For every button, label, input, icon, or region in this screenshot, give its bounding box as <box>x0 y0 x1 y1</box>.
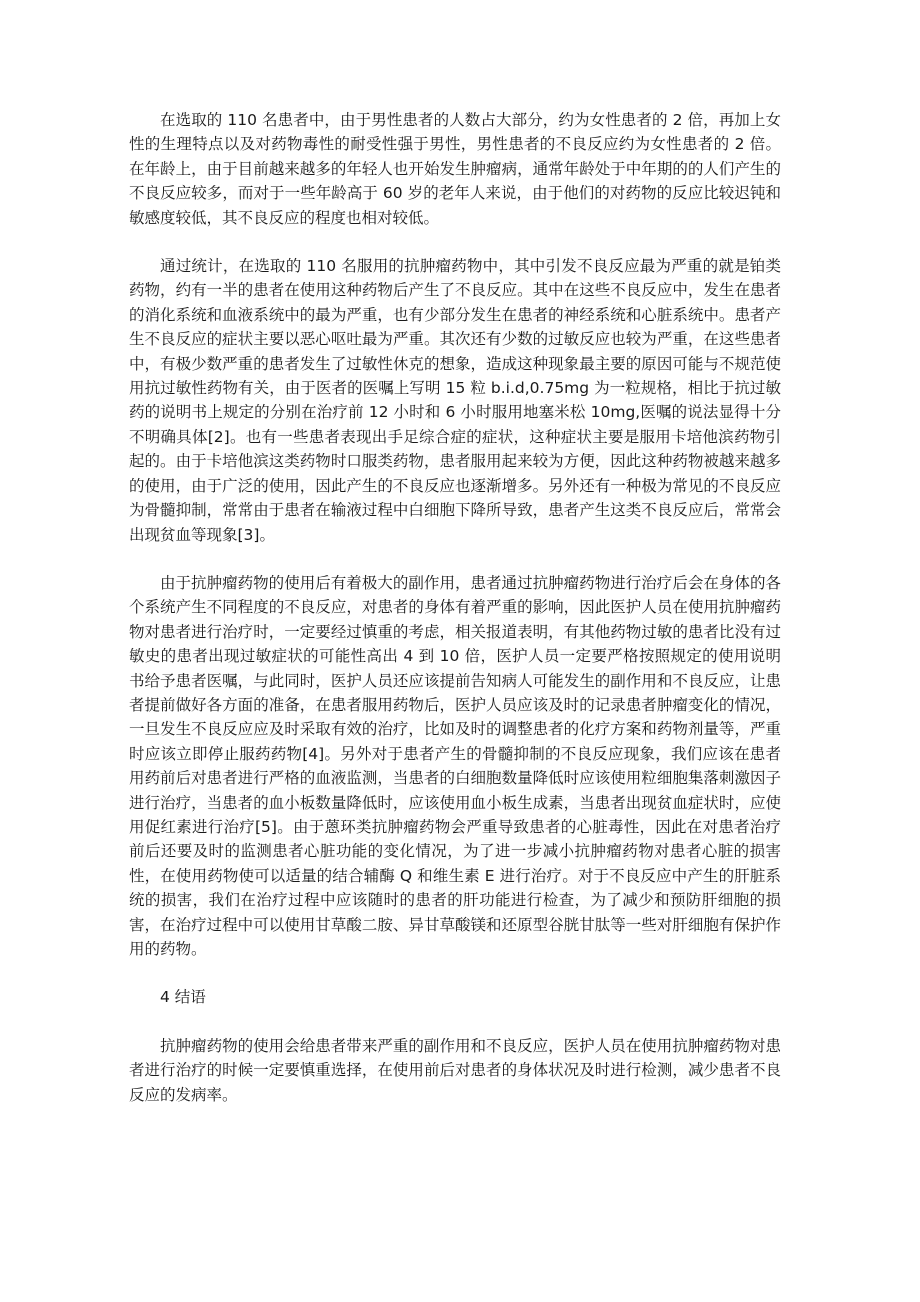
document-body <box>129 108 781 1107</box>
paragraph-countermeasures: 由于抗肿瘤药物的使用后有着极大的副作用，患者通过抗肿瘤药物进行治疗后会在身体的各个系统产生不同程度的不良反应，对患者的身体有着严重的影响，因此医护人员在使用抗肿瘤药物对患者进行治疗时，一定要经过慎重的考虑，相关报道表明，有其他药物过敏的患者比没有过敏史的患者出现过敏症状的可能性高出 4 到 10 倍，医护人员一定要严格按照规定的使用说明书给予患者医嘱，与此同时，医护人员还应该提前告知病人可能发生的副作用和不良反应，让患者提前做好各方面的准备，在患者服用药物后，医护人员应该及时的记录患者肿瘤变化的情况，一旦发生不良反应应及时采取有效的治疗，比如及时的调整患者的化疗方案和药物剂量等，严重时应该立即停止服药药物[4]。另外对于患者产生的骨髓抑制的不良反应现象，我们应该在患者用药前后对患者进行严格的血液监测，当患者的白细胞数量降低时应该使用粒细胞集落刺激因子进行治疗，当患者的血小板数量降低时，应该使用血小板生成素，当患者出现贫血症状时，应使用促红素进行治疗[5]。由于蒽环类抗肿瘤药物会严重导致患者的心脏毒性，因此在对患者治疗前后还要及时的监测患者心脏功能的变化情况，为了进一步减小抗肿瘤药物对患者心脏的损害性，在使用药物使可以适量的结合辅酶 Q 和维生素 E 进行治疗。对于不良反应中产生的肝脏系统的损害，我们在治疗过程中应该随时的患者的肝功能进行检查，为了减少和预防肝细胞的损害，在治疗过程中可以使用甘草酸二胺、异甘草酸镁和还原型谷胱甘肽等一些对肝细胞有保护作用的药物。 <box>129 573 781 958</box>
paragraph-conclusion: 抗肿瘤药物的使用会给患者带来严重的副作用和不良反应，医护人员在使用抗肿瘤药物对患者进行治疗的时候一定要慎重选择，在使用前后对患者的身体状况及时进行检测，减少患者不良反应的发病率。 <box>129 1036 781 1104</box>
paragraph-drug-statistics: 通过统计，在选取的 110 名服用的抗肿瘤药物中，其中引发不良反应最为严重的就是铂类药物，约有一半的患者在使用这种药物后产生了不良反应。其中在这些不良反应中，发生在患者的消化系统和血液系统中的最为严重，也有少部分发生在患者的神经系统和心脏系统中。患者产生不良反应的症状主要以恶心呕吐最为严重。其次还有少数的过敏反应也较为严重，在这些患者中，有极少数严重的患者发生了过敏性休克的想象，造成这种现象最主要的原因可能与不规范使用抗过敏性药物有关，由于医者的医嘱上写明 15 粒 b.i.d,0.75mg 为一粒规格，相比于抗过敏药的说明书上规定的分别在治疗前 12 小时和 6 小时服用地塞米松 10mg,医嘱的说法显得十分不明确具体[2]。也有一些患者表现出手足综合症的症状，这种症状主要是服用卡培他滨药物引起的。由于卡培他滨这类药物时口服类药物，患者服用起来较为方便，因此这种药物被越来越多的使用，由于广泛的使用，因此产生的不良反应也逐渐增多。另外还有一种极为常见的不良反应为骨髓抑制，常常由于患者在输液过程中白细胞下降所导致，患者产生这类不良反应后，常常会出现贫血等现象[3]。 <box>129 257 781 544</box>
section-heading-conclusion: 4 结语 <box>160 988 206 1007</box>
paragraph-patient-demographics: 在选取的 110 名患者中，由于男性患者的人数占大部分，约为女性患者的 2 倍，再加上女性的生理特点以及对药物毒性的耐受性强于男性，男性患者的不良反应约为女性患者的 2 倍。在年龄上，由于目前越来越多的年轻人也开始发生肿瘤病，通常年龄处于中年期的的人们产生的不良反应较多，而对于一些年龄高于 60 岁的老年人来说，由于他们的对药物的反应比较迟钝和敏感度较低，其不良反应的程度也相对较低。 <box>129 111 781 227</box>
